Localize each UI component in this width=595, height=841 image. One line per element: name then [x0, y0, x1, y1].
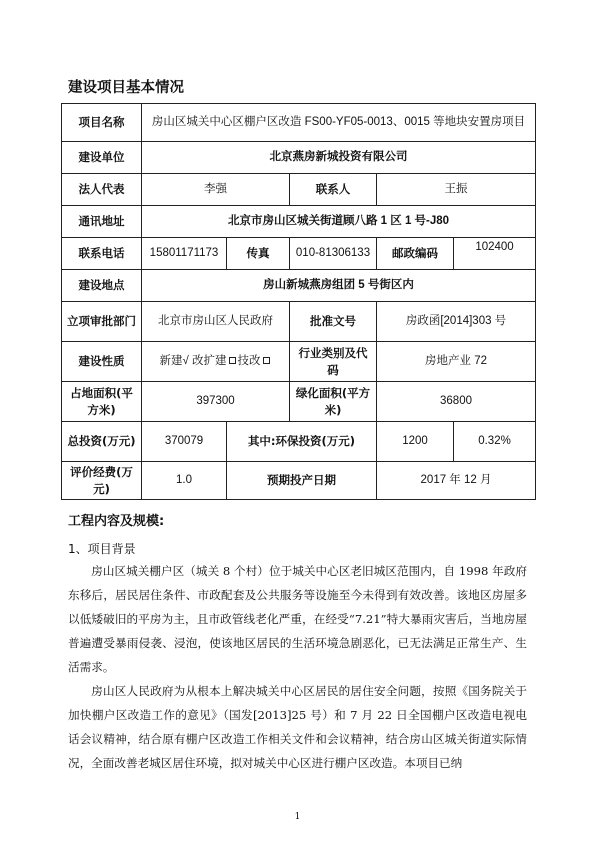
paragraph-1: 房山区城关棚户区（城关 8 个村）位于城关中心区老旧城区范围内，自 1998 年政府东移后，居民居住条件、市政配套及公共服务等设施至今未得到有效改善。该地区房屋多以低矮破旧的平房为主，且市政管线老化严重，在经受“7.21”特大暴雨灾害后，当地房屋普遍遭受暴雨侵袭、浸泡，使该地区居民的生活环境急剧恶化，已无法满足正常生产、生活需求。: [68, 564, 527, 674]
approval-no-value: 房政函[2014]303 号: [377, 302, 536, 342]
area-label: 占地面积(平方米): [62, 382, 142, 422]
fax-value: 010-81306133: [290, 238, 377, 270]
prod-date-value: 2017 年 12 月: [377, 462, 536, 500]
nature-tech: 技改: [237, 355, 261, 367]
sub-heading: 1、项目背景: [68, 542, 136, 556]
legal-rep-label: 法人代表: [62, 174, 142, 206]
approval-dept-value: 北京市房山区人民政府: [142, 302, 290, 342]
nature-expand: 改扩建: [192, 355, 227, 367]
phone-label: 联系电话: [62, 238, 142, 270]
green-value: 36800: [377, 382, 536, 422]
env-invest-label: 其中:环保投资(万元): [227, 422, 377, 462]
table-row: [62, 206, 536, 238]
address-label: 通讯地址: [62, 206, 142, 238]
project-name-label: 项目名称: [62, 104, 142, 142]
approval-dept-label: 立项审批部门: [62, 302, 142, 342]
paragraph-2: 房山区人民政府为从根本上解决城关中心区居民的居住安全问题，按照《国务院关于加快棚户区改造工作的意见》（国发[2013]25 号）和 7 月 22 日全国棚户区改造电视电话会议精神，结合原有棚户区改造工作相关文件和会议精神，结合房山区城关街道实际情况，全面改善老城区居住环境，拟对城关中心区进行棚户区改造。本项目已纳: [68, 684, 527, 770]
table-row: [62, 422, 536, 462]
project-name-value: 房山区城关中心区棚户区改造 FS00-YF05-0013、0015 等地块安置房项目: [142, 104, 536, 142]
table-row: [62, 270, 536, 302]
env-ratio-value: 0.32%: [454, 422, 536, 462]
contact-value: 王振: [377, 174, 536, 206]
table-row: [62, 342, 536, 382]
industry-label: 行业类别及代码: [290, 342, 377, 382]
fax-label: 传真: [227, 238, 290, 270]
contact-label: 联系人: [290, 174, 377, 206]
industry-value: 房地产业 72: [377, 342, 536, 382]
legal-rep-value: 李强: [142, 174, 290, 206]
area-value: 397300: [142, 382, 290, 422]
checkbox-icon: [263, 357, 270, 364]
table-row: [62, 238, 536, 270]
nature-options: [142, 342, 290, 382]
invest-label: 总投资(万元): [62, 422, 142, 462]
env-invest-value: 1200: [377, 422, 454, 462]
approval-no-label: 批准文号: [290, 302, 377, 342]
postcode-label: 邮政编码: [377, 238, 454, 270]
project-info-table: [61, 103, 536, 500]
prod-date-label: 预期投产日期: [227, 462, 377, 500]
address-value: 北京市房山区城关街道顾八路 1 区 1 号-J80: [142, 206, 536, 238]
phone-value: 15801171173: [142, 238, 227, 270]
page-number: 1: [294, 812, 301, 822]
checkbox-icon: [229, 357, 236, 364]
invest-value: 370079: [142, 422, 227, 462]
table-row: [62, 174, 536, 206]
table-row: [62, 104, 536, 142]
table-row: [62, 142, 536, 174]
green-label: 绿化面积(平方米): [290, 382, 377, 422]
eval-fee-label: 评价经费(万元): [62, 462, 142, 500]
eval-fee-value: 1.0: [142, 462, 227, 500]
nature-new: 新建√: [159, 355, 189, 367]
site-label: 建设地点: [62, 270, 142, 302]
page-title: 建设项目基本情况: [68, 80, 184, 96]
postcode-value: 102400: [454, 238, 536, 270]
table-row: [62, 382, 536, 422]
builder-label: 建设单位: [62, 142, 142, 174]
table-row: [62, 302, 536, 342]
site-value: 房山新城燕房组团 5 号街区内: [142, 270, 536, 302]
builder-value: 北京燕房新城投资有限公司: [142, 142, 536, 174]
table-row: [62, 462, 536, 500]
nature-label: 建设性质: [62, 342, 142, 382]
section-heading: 工程内容及规模:: [68, 514, 165, 529]
